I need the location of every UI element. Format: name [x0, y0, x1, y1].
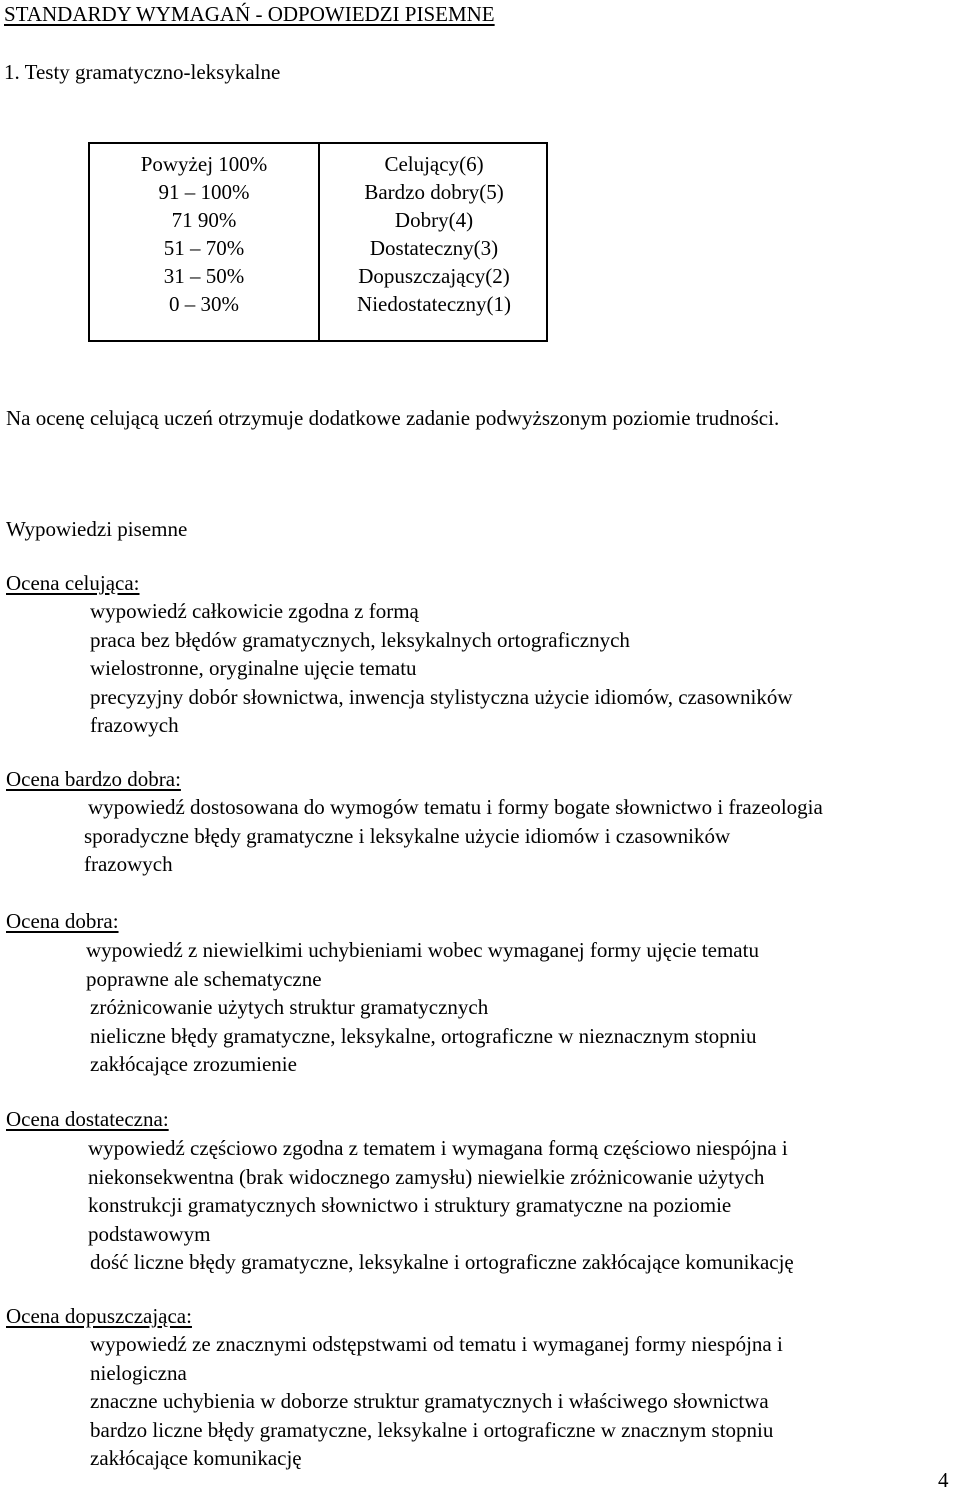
- section-heading-tests: 1. Testy gramatyczno-leksykalne: [4, 60, 281, 84]
- percent-range: 51 – 70%: [163, 236, 245, 260]
- grade-column: [320, 150, 548, 318]
- grade-label: Celujący(6): [384, 152, 484, 176]
- criteria-line: sporadyczne błędy gramatyczne i leksykalne użycie idiomów i czasowników: [84, 823, 731, 848]
- criteria-line: wypowiedź częściowo zgodna z tematem i wymagana formą częściowo niespójna i: [88, 1136, 788, 1160]
- criteria-list-dobra: [86, 936, 759, 1079]
- criteria-line: wypowiedź całkowicie zgodna z formą: [90, 599, 419, 623]
- criteria-line: zakłócające zrozumienie: [90, 1052, 297, 1077]
- criteria-line: frazowych: [90, 713, 179, 738]
- grade-label: Dostateczny(3): [369, 236, 499, 260]
- percent-range-column: [90, 150, 318, 318]
- criteria-line: bardzo liczne błędy gramatyczne, leksykalne i ortograficzne w znacznym stopniu: [90, 1417, 774, 1442]
- criteria-list-dostateczna: [88, 1134, 794, 1277]
- criteria-line: zakłócające komunikację: [90, 1446, 302, 1471]
- grade-label: Niedostateczny(1): [357, 292, 511, 316]
- criteria-line: wypowiedź dostosowana do wymogów tematu i formy bogate słownictwo i frazeologia: [88, 795, 823, 819]
- criteria-line: wypowiedź ze znacznymi odstępstwami od tematu i wymaganej formy niespójna i: [90, 1332, 783, 1356]
- criteria-line: frazowych: [84, 852, 173, 877]
- grade-scale-table: [88, 142, 548, 342]
- grade-heading-celujaca: Ocena celująca:: [6, 571, 140, 595]
- grade-heading-bardzo-dobra: Ocena bardzo dobra:: [6, 767, 181, 791]
- criteria-line: konstrukcji gramatycznych słownictwo i struktury gramatyczne na poziomie: [88, 1193, 732, 1218]
- percent-range: 31 – 50%: [163, 264, 245, 288]
- criteria-line: niekonsekwentna (brak widocznego zamysłu) niewielkie zróżnicowanie użytych: [88, 1164, 765, 1189]
- grade-label: Dobry(4): [394, 208, 474, 232]
- grade-heading-dopuszczajaca: Ocena dopuszczająca:: [6, 1304, 192, 1328]
- grade-heading-dostateczna: Ocena dostateczna:: [6, 1107, 169, 1131]
- criteria-line: precyzyjny dobór słownictwa, inwencja stylistyczna użycie idiomów, czasowników: [90, 684, 793, 709]
- percent-range: 91 – 100%: [158, 180, 250, 204]
- document-title: STANDARDY WYMAGAŃ - ODPOWIEDZI PISEMNE: [4, 2, 495, 26]
- grade-label: Dopuszczający(2): [358, 264, 510, 288]
- percent-range: 0 – 30%: [169, 292, 239, 316]
- grade-label: Bardzo dobry(5): [364, 180, 504, 204]
- criteria-line: podstawowym: [88, 1221, 211, 1246]
- percent-range: Powyżej 100%: [140, 152, 268, 176]
- criteria-line: nielogiczna: [90, 1360, 187, 1385]
- criteria-list-dopuszczajaca: [90, 1330, 783, 1473]
- criteria-line: wypowiedź z niewielkimi uchybieniami wobec wymaganej formy ujęcie tematu: [86, 938, 759, 962]
- percent-range: 71 90%: [171, 208, 237, 232]
- criteria-line: dość liczne błędy gramatyczne, leksykalne i ortograficzne zakłócające komunikację: [90, 1250, 794, 1275]
- page-number: 4: [938, 1468, 949, 1492]
- criteria-list-bardzo-dobra: [84, 793, 823, 879]
- criteria-line: znaczne uchybienia w doborze struktur gramatycznych i właściwego słownictwa: [90, 1389, 769, 1414]
- criteria-line: wielostronne, oryginalne ujęcie tematu: [90, 656, 417, 681]
- criteria-line: praca bez błędów gramatycznych, leksykalnych ortograficznych: [90, 627, 630, 652]
- criteria-line: nieliczne błędy gramatyczne, leksykalne, ortograficzne w nieznacznym stopniu: [90, 1023, 757, 1048]
- criteria-line: poprawne ale schematyczne: [86, 966, 322, 991]
- grade-heading-dobra: Ocena dobra:: [6, 909, 119, 933]
- criteria-list-celujaca: [90, 597, 793, 740]
- section-heading-written: Wypowiedzi pisemne: [6, 517, 188, 541]
- bonus-task-note: Na ocenę celującą uczeń otrzymuje dodatkowe zadanie podwyższonym poziomie trudności.: [6, 406, 780, 430]
- criteria-line: zróżnicowanie użytych struktur gramatycznych: [90, 995, 489, 1020]
